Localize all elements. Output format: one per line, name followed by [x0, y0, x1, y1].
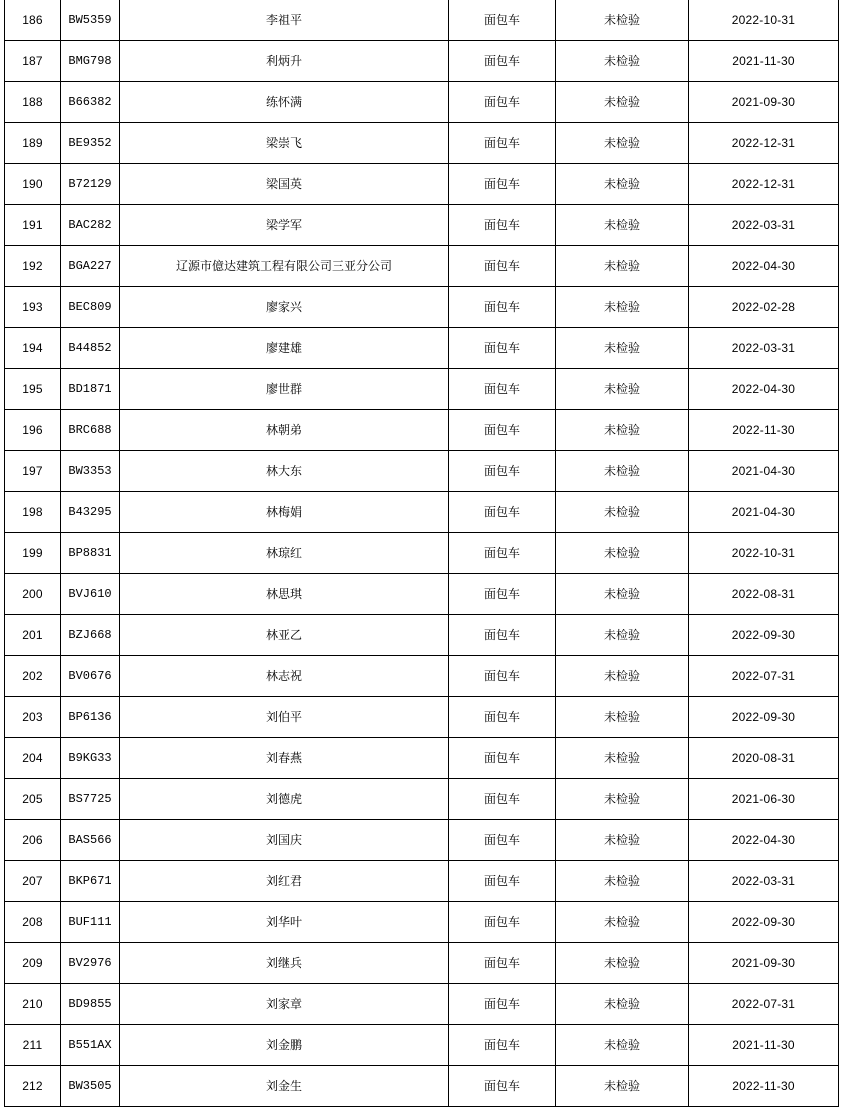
due-date-cell: 2021-11-30 [689, 41, 839, 82]
row-number-cell: 202 [5, 656, 61, 697]
row-number-cell: 204 [5, 738, 61, 779]
owner-name-cell: 刘继兵 [120, 943, 449, 984]
plate-number-cell: BW3505 [61, 1066, 120, 1107]
plate-number-cell: BMG798 [61, 41, 120, 82]
inspection-status-cell: 未检验 [556, 820, 689, 861]
vehicle-type-cell: 面包车 [449, 205, 556, 246]
table-row [5, 738, 839, 779]
plate-number-cell: BP8831 [61, 533, 120, 574]
inspection-status-cell: 未检验 [556, 492, 689, 533]
inspection-status-cell: 未检验 [556, 1066, 689, 1107]
plate-number-cell: B9KG33 [61, 738, 120, 779]
due-date-cell: 2022-09-30 [689, 697, 839, 738]
owner-name-cell: 刘金生 [120, 1066, 449, 1107]
vehicle-type-cell: 面包车 [449, 779, 556, 820]
row-number-cell: 189 [5, 123, 61, 164]
vehicle-type-cell: 面包车 [449, 533, 556, 574]
owner-name-cell: 林大东 [120, 451, 449, 492]
row-number-cell: 187 [5, 41, 61, 82]
owner-name-cell: 刘金鹏 [120, 1025, 449, 1066]
row-number-cell: 195 [5, 369, 61, 410]
owner-name-cell: 廖世群 [120, 369, 449, 410]
row-number-cell: 193 [5, 287, 61, 328]
row-number-cell: 192 [5, 246, 61, 287]
vehicle-inspection-table [4, 0, 839, 1107]
vehicle-type-cell: 面包车 [449, 1066, 556, 1107]
vehicle-type-cell: 面包车 [449, 697, 556, 738]
plate-number-cell: BV0676 [61, 656, 120, 697]
table-row [5, 164, 839, 205]
inspection-status-cell: 未检验 [556, 574, 689, 615]
vehicle-type-cell: 面包车 [449, 410, 556, 451]
vehicle-type-cell: 面包车 [449, 123, 556, 164]
plate-number-cell: B44852 [61, 328, 120, 369]
data-table [4, 0, 839, 1107]
table-row [5, 779, 839, 820]
vehicle-type-cell: 面包车 [449, 41, 556, 82]
table-row [5, 492, 839, 533]
vehicle-type-cell: 面包车 [449, 902, 556, 943]
due-date-cell: 2022-02-28 [689, 287, 839, 328]
row-number-cell: 209 [5, 943, 61, 984]
owner-name-cell: 刘家章 [120, 984, 449, 1025]
due-date-cell: 2022-11-30 [689, 410, 839, 451]
plate-number-cell: BEC809 [61, 287, 120, 328]
inspection-status-cell: 未检验 [556, 656, 689, 697]
inspection-status-cell: 未检验 [556, 984, 689, 1025]
table-row [5, 123, 839, 164]
plate-number-cell: B551AX [61, 1025, 120, 1066]
row-number-cell: 205 [5, 779, 61, 820]
due-date-cell: 2021-04-30 [689, 451, 839, 492]
vehicle-type-cell: 面包车 [449, 369, 556, 410]
due-date-cell: 2022-10-31 [689, 0, 839, 41]
plate-number-cell: BD1871 [61, 369, 120, 410]
inspection-status-cell: 未检验 [556, 615, 689, 656]
owner-name-cell: 梁国英 [120, 164, 449, 205]
due-date-cell: 2022-11-30 [689, 1066, 839, 1107]
plate-number-cell: BGA227 [61, 246, 120, 287]
vehicle-type-cell: 面包车 [449, 492, 556, 533]
plate-number-cell: BAS566 [61, 820, 120, 861]
owner-name-cell: 林志祝 [120, 656, 449, 697]
row-number-cell: 210 [5, 984, 61, 1025]
inspection-status-cell: 未检验 [556, 943, 689, 984]
plate-number-cell: BZJ668 [61, 615, 120, 656]
owner-name-cell: 梁学军 [120, 205, 449, 246]
plate-number-cell: BKP671 [61, 861, 120, 902]
inspection-status-cell: 未检验 [556, 41, 689, 82]
owner-name-cell: 廖建雄 [120, 328, 449, 369]
inspection-status-cell: 未检验 [556, 369, 689, 410]
owner-name-cell: 刘国庆 [120, 820, 449, 861]
plate-number-cell: BW5359 [61, 0, 120, 41]
table-row [5, 656, 839, 697]
inspection-status-cell: 未检验 [556, 164, 689, 205]
owner-name-cell: 林琼红 [120, 533, 449, 574]
inspection-status-cell: 未检验 [556, 779, 689, 820]
row-number-cell: 199 [5, 533, 61, 574]
row-number-cell: 212 [5, 1066, 61, 1107]
vehicle-type-cell: 面包车 [449, 943, 556, 984]
due-date-cell: 2021-09-30 [689, 82, 839, 123]
owner-name-cell: 刘伯平 [120, 697, 449, 738]
due-date-cell: 2022-10-31 [689, 533, 839, 574]
vehicle-type-cell: 面包车 [449, 984, 556, 1025]
due-date-cell: 2022-04-30 [689, 820, 839, 861]
plate-number-cell: BV2976 [61, 943, 120, 984]
vehicle-type-cell: 面包车 [449, 861, 556, 902]
due-date-cell: 2021-09-30 [689, 943, 839, 984]
plate-number-cell: BAC282 [61, 205, 120, 246]
table-row [5, 328, 839, 369]
inspection-status-cell: 未检验 [556, 451, 689, 492]
due-date-cell: 2022-08-31 [689, 574, 839, 615]
vehicle-type-cell: 面包车 [449, 287, 556, 328]
vehicle-type-cell: 面包车 [449, 1025, 556, 1066]
row-number-cell: 207 [5, 861, 61, 902]
owner-name-cell: 林梅娟 [120, 492, 449, 533]
row-number-cell: 201 [5, 615, 61, 656]
table-body [5, 0, 839, 1107]
vehicle-type-cell: 面包车 [449, 328, 556, 369]
row-number-cell: 200 [5, 574, 61, 615]
table-row [5, 246, 839, 287]
due-date-cell: 2022-09-30 [689, 615, 839, 656]
table-row [5, 902, 839, 943]
table-row [5, 451, 839, 492]
due-date-cell: 2022-04-30 [689, 246, 839, 287]
owner-name-cell: 林亚乙 [120, 615, 449, 656]
due-date-cell: 2021-06-30 [689, 779, 839, 820]
row-number-cell: 211 [5, 1025, 61, 1066]
vehicle-type-cell: 面包车 [449, 820, 556, 861]
owner-name-cell: 练怀满 [120, 82, 449, 123]
inspection-status-cell: 未检验 [556, 123, 689, 164]
inspection-status-cell: 未检验 [556, 246, 689, 287]
owner-name-cell: 刘红君 [120, 861, 449, 902]
owner-name-cell: 李祖平 [120, 0, 449, 41]
vehicle-type-cell: 面包车 [449, 451, 556, 492]
plate-number-cell: B66382 [61, 82, 120, 123]
due-date-cell: 2022-09-30 [689, 902, 839, 943]
table-row [5, 369, 839, 410]
due-date-cell: 2022-04-30 [689, 369, 839, 410]
table-row [5, 1025, 839, 1066]
plate-number-cell: BVJ610 [61, 574, 120, 615]
owner-name-cell: 林朝弟 [120, 410, 449, 451]
inspection-status-cell: 未检验 [556, 0, 689, 41]
vehicle-type-cell: 面包车 [449, 164, 556, 205]
vehicle-type-cell: 面包车 [449, 246, 556, 287]
due-date-cell: 2022-03-31 [689, 328, 839, 369]
plate-number-cell: BE9352 [61, 123, 120, 164]
table-row [5, 820, 839, 861]
row-number-cell: 191 [5, 205, 61, 246]
plate-number-cell: BS7725 [61, 779, 120, 820]
owner-name-cell: 林思琪 [120, 574, 449, 615]
vehicle-type-cell: 面包车 [449, 615, 556, 656]
table-row [5, 287, 839, 328]
due-date-cell: 2021-04-30 [689, 492, 839, 533]
vehicle-type-cell: 面包车 [449, 0, 556, 41]
table-row [5, 943, 839, 984]
inspection-status-cell: 未检验 [556, 533, 689, 574]
row-number-cell: 198 [5, 492, 61, 533]
owner-name-cell: 梁崇飞 [120, 123, 449, 164]
table-row [5, 205, 839, 246]
inspection-status-cell: 未检验 [556, 287, 689, 328]
row-number-cell: 186 [5, 0, 61, 41]
table-row [5, 615, 839, 656]
owner-name-cell: 辽源市億达建筑工程有限公司三亚分公司 [120, 246, 449, 287]
owner-name-cell: 廖家兴 [120, 287, 449, 328]
due-date-cell: 2022-03-31 [689, 205, 839, 246]
due-date-cell: 2022-12-31 [689, 123, 839, 164]
table-row [5, 984, 839, 1025]
vehicle-type-cell: 面包车 [449, 656, 556, 697]
inspection-status-cell: 未检验 [556, 697, 689, 738]
vehicle-type-cell: 面包车 [449, 574, 556, 615]
table-row [5, 410, 839, 451]
vehicle-type-cell: 面包车 [449, 738, 556, 779]
row-number-cell: 203 [5, 697, 61, 738]
table-row [5, 533, 839, 574]
table-row [5, 0, 839, 41]
table-row [5, 697, 839, 738]
inspection-status-cell: 未检验 [556, 205, 689, 246]
row-number-cell: 197 [5, 451, 61, 492]
row-number-cell: 196 [5, 410, 61, 451]
due-date-cell: 2022-03-31 [689, 861, 839, 902]
row-number-cell: 208 [5, 902, 61, 943]
inspection-status-cell: 未检验 [556, 738, 689, 779]
table-row [5, 574, 839, 615]
row-number-cell: 190 [5, 164, 61, 205]
plate-number-cell: BW3353 [61, 451, 120, 492]
owner-name-cell: 刘华叶 [120, 902, 449, 943]
plate-number-cell: BP6136 [61, 697, 120, 738]
table-row [5, 41, 839, 82]
table-row [5, 82, 839, 123]
owner-name-cell: 刘德虎 [120, 779, 449, 820]
plate-number-cell: B72129 [61, 164, 120, 205]
plate-number-cell: B43295 [61, 492, 120, 533]
table-row [5, 1066, 839, 1107]
table-row [5, 861, 839, 902]
vehicle-type-cell: 面包车 [449, 82, 556, 123]
row-number-cell: 194 [5, 328, 61, 369]
inspection-status-cell: 未检验 [556, 328, 689, 369]
inspection-status-cell: 未检验 [556, 861, 689, 902]
row-number-cell: 188 [5, 82, 61, 123]
plate-number-cell: BRC688 [61, 410, 120, 451]
owner-name-cell: 刘春燕 [120, 738, 449, 779]
inspection-status-cell: 未检验 [556, 902, 689, 943]
due-date-cell: 2022-12-31 [689, 164, 839, 205]
plate-number-cell: BD9855 [61, 984, 120, 1025]
due-date-cell: 2021-11-30 [689, 1025, 839, 1066]
due-date-cell: 2022-07-31 [689, 984, 839, 1025]
inspection-status-cell: 未检验 [556, 1025, 689, 1066]
owner-name-cell: 利炳升 [120, 41, 449, 82]
plate-number-cell: BUF111 [61, 902, 120, 943]
inspection-status-cell: 未检验 [556, 82, 689, 123]
due-date-cell: 2020-08-31 [689, 738, 839, 779]
inspection-status-cell: 未检验 [556, 410, 689, 451]
row-number-cell: 206 [5, 820, 61, 861]
due-date-cell: 2022-07-31 [689, 656, 839, 697]
